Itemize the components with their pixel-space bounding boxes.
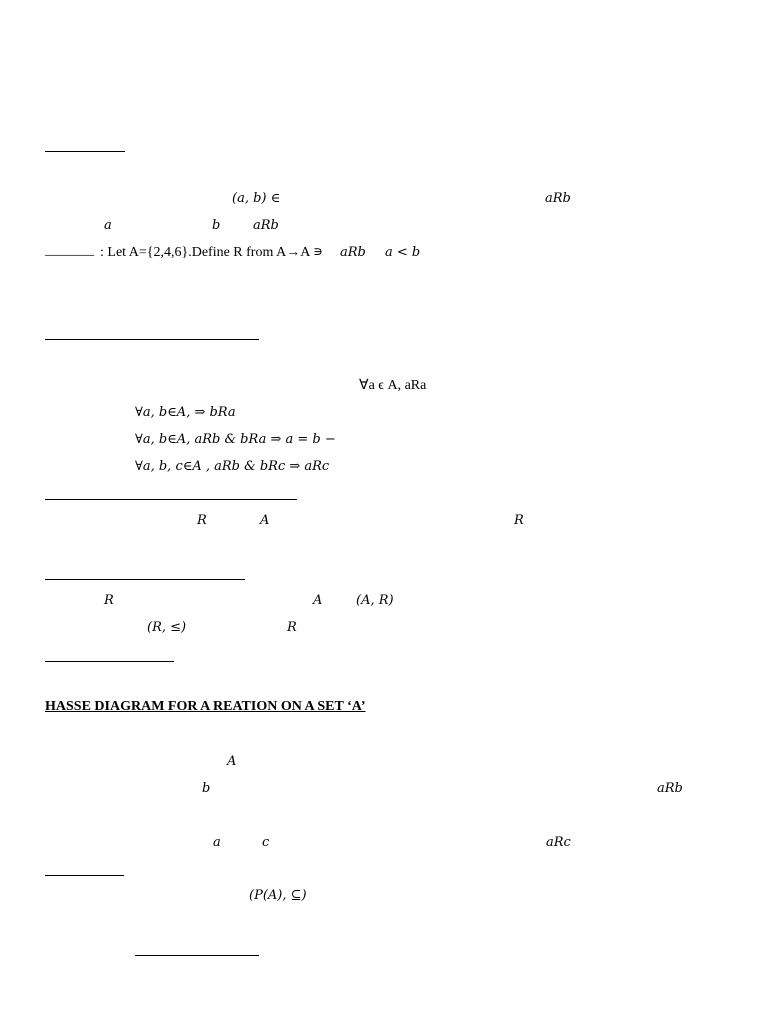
math-arb: aRb: [253, 218, 279, 233]
math-r: R: [197, 513, 207, 528]
symmetric-formula: ∀a, b∈A, ⇒ bRa: [135, 405, 236, 420]
example-blank: _______: [45, 243, 94, 258]
math-pair-in: (a, b) ∈: [232, 191, 281, 206]
math-arc: aRc: [546, 835, 571, 850]
heading-underline-4: [45, 579, 245, 580]
heading-underline-6: [45, 875, 124, 876]
math-poset-ar: (A, R): [356, 593, 394, 608]
math-r: R: [514, 513, 524, 528]
heading-underline-1: [45, 151, 125, 152]
math-poset-r-leq: (R, ≤): [147, 620, 187, 635]
math-r: R: [287, 620, 297, 635]
heading-underline-2: [45, 339, 259, 340]
antisymmetric-formula: ∀a, b∈A, aRb & bRa ⇒ a = b −: [135, 432, 336, 447]
math-b: b: [202, 781, 211, 796]
math-a: A: [227, 754, 237, 769]
heading-underline-3: [45, 499, 297, 500]
math-power-set-poset: (P(A), ⊆): [249, 888, 307, 903]
math-a: a: [213, 835, 221, 850]
heading-underline-5: [45, 661, 174, 662]
math-c: c: [262, 835, 270, 850]
math-a: A: [260, 513, 270, 528]
math-a: a: [104, 218, 112, 233]
reflexive-formula: ∀a ϵ A, aRa: [359, 378, 427, 393]
math-arb: aRb: [340, 245, 366, 260]
math-r: R: [104, 593, 114, 608]
math-a: A: [313, 593, 323, 608]
math-arb: aRb: [545, 191, 571, 206]
heading-underline-7: [135, 955, 259, 956]
transitive-formula: ∀a, b, c∈A , aRb & bRc ⇒ aRc: [135, 459, 330, 474]
example-text: : Let A={2,4,6}.Define R from A→A ∍: [100, 245, 324, 260]
hasse-heading: HASSE DIAGRAM FOR A REATION ON A SET ‘A’: [45, 699, 366, 714]
math-b: b: [212, 218, 221, 233]
math-a-less-b: a < b: [385, 245, 421, 260]
math-arb: aRb: [657, 781, 683, 796]
